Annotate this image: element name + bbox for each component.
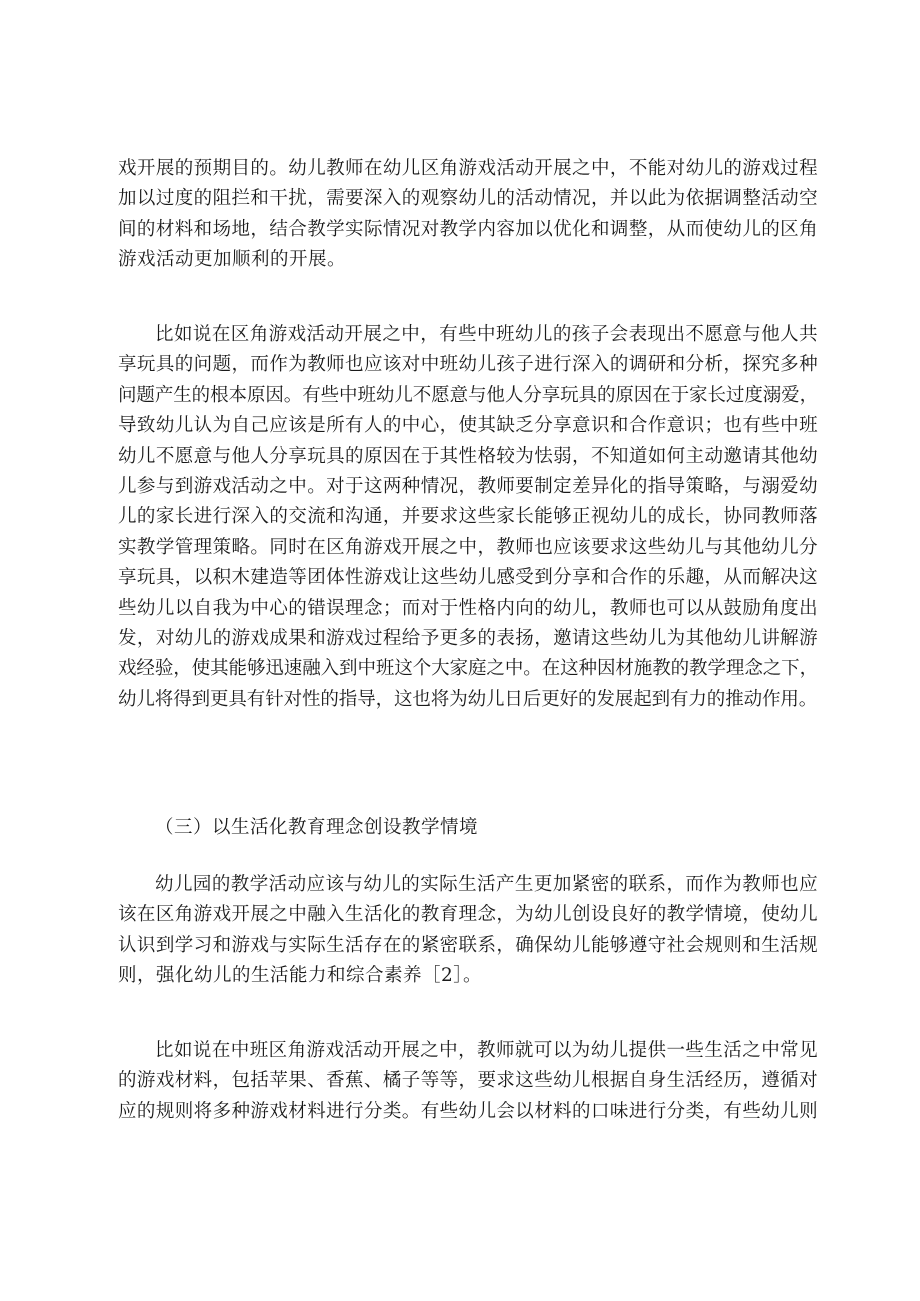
body-paragraph-3 <box>118 870 818 992</box>
text-line: 的游戏材料，包括苹果、香蕉、橘子等等，要求这些幼儿根据自身生活经历，遵循对 <box>118 1070 818 1092</box>
text-line: 加以过度的阻拦和干扰，需要深入的观察幼儿的活动情况，并以此为依据调整活动空 <box>118 188 818 210</box>
body-paragraph-1 <box>118 154 818 276</box>
body-paragraph-4 <box>118 1036 818 1127</box>
text-line: 比如说在中班区角游戏活动开展之中，教师就可以为幼儿提供一些生活之中常见 <box>155 1040 818 1061</box>
text-line: 应的规则将多种游戏材料进行分类。有些幼儿会以材料的口味进行分类，有些幼儿则 <box>118 1100 818 1122</box>
text-line: 些幼儿以自我为中心的错误理念；而对于性格内向的幼儿，教师也可以从鼓励角度出 <box>118 597 818 619</box>
text-line: 儿参与到游戏活动之中。对于这两种情况，教师要制定差异化的指导策略，与溺爱幼 <box>118 476 818 498</box>
section-heading: （三）以生活化教育理念创设教学情境 <box>155 817 479 838</box>
text-line: 享玩具的问题，而作为教师也应该对中班幼儿孩子进行深入的调研和分析，探究多种 <box>118 354 818 376</box>
text-line: 比如说在区角游戏活动开展之中，有些中班幼儿的孩子会表现出不愿意与他人共 <box>155 324 818 345</box>
text-line: 实教学管理策略。同时在区角游戏开展之中，教师也应该要求这些幼儿与其他幼儿分 <box>118 536 818 558</box>
text-line: 发，对幼儿的游戏成果和游戏过程给予更多的表扬，邀请这些幼儿为其他幼儿讲解游 <box>118 628 818 650</box>
text-line: 认识到学习和游戏与实际生活存在的紧密联系，确保幼儿能够遵守社会规则和生活规 <box>118 934 818 956</box>
text-line: 幼儿不愿意与他人分享玩具的原因在于其性格较为怯弱，不知道如何主动邀请其他幼 <box>118 445 818 467</box>
body-paragraph-2 <box>118 320 818 715</box>
text-line: 导致幼儿认为自己应该是所有人的中心，使其缺乏分享意识和合作意识；也有些中班 <box>118 415 818 437</box>
text-line: 问题产生的根本原因。有些中班幼儿不愿意与他人分享玩具的原因在于家长过度溺爱， <box>118 384 818 406</box>
text-line: 戏开展的预期目的。幼儿教师在幼儿区角游戏活动开展之中，不能对幼儿的游戏过程 <box>118 158 818 179</box>
text-line: 幼儿园的教学活动应该与幼儿的实际生活产生更加紧密的联系，而作为教师也应 <box>155 874 818 895</box>
text-line: 间的材料和场地，结合教学实际情况对教学内容加以优化和调整，从而使幼儿的区角 <box>118 218 818 240</box>
text-line: 儿的家长进行深入的交流和沟通，并要求这些家长能够正视幼儿的成长，协同教师落 <box>118 506 818 528</box>
text-line: 游戏活动更加顺利的开展。 <box>118 249 347 271</box>
text-line: 幼儿将得到更具有针对性的指导，这也将为幼儿日后更好的发展起到有力的推动作用。 <box>118 688 818 710</box>
text-line: 戏经验，使其能够迅速融入到中班这个大家庭之中。在这种因材施教的教学理念之下， <box>118 658 818 680</box>
text-line: 则，强化幼儿的生活能力和综合素养［2］。 <box>118 965 483 987</box>
text-line: 享玩具，以积木建造等团体性游戏让这些幼儿感受到分享和合作的乐趣，从而解决这 <box>118 567 818 589</box>
text-line: 该在区角游戏开展之中融入生活化的教育理念，为幼儿创设良好的教学情境，使幼儿 <box>118 904 818 926</box>
